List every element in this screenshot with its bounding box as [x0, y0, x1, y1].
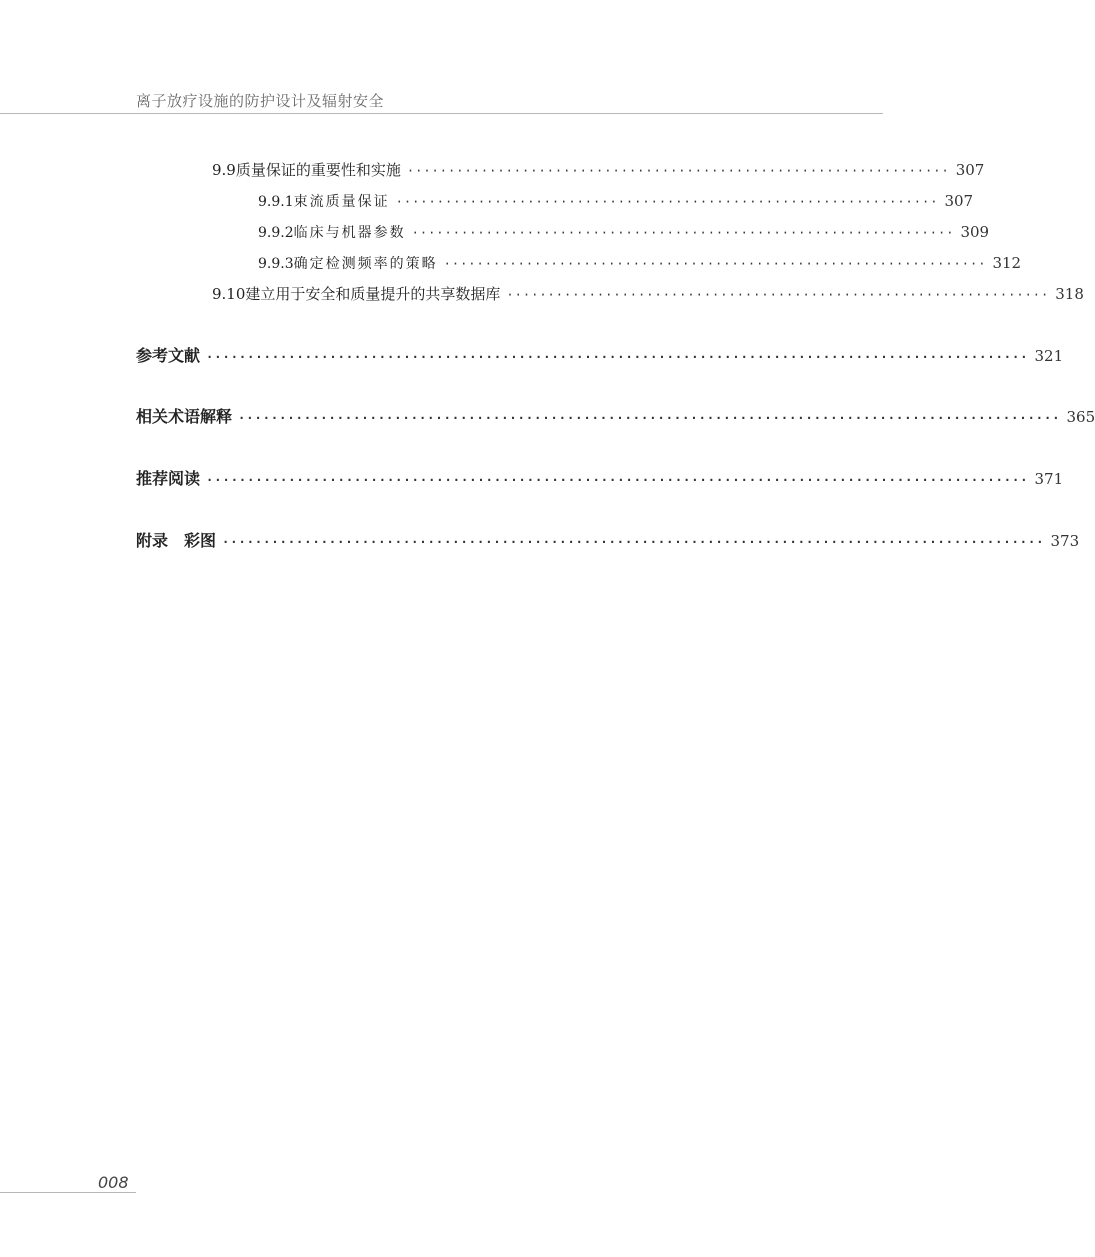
dot-leader: ···································································································· — [222, 535, 1045, 549]
toc-entry-appendix[interactable] — [136, 530, 1080, 552]
dot-leader: ·································································· — [506, 288, 1050, 302]
page-number: 008 — [98, 1173, 129, 1192]
dot-leader: ···································································································· — [238, 411, 1061, 425]
toc-page-number: 321 — [1034, 347, 1064, 365]
dot-leader: ·································································· — [395, 195, 939, 209]
toc-entry-9-9-1[interactable] — [258, 190, 974, 212]
toc-page-number: 307 — [955, 161, 985, 179]
toc-page-number: 371 — [1034, 470, 1064, 488]
toc-page-number: 365 — [1066, 408, 1095, 426]
toc-section-title: 临床与机器参数 — [293, 225, 406, 241]
toc-page-number: 307 — [944, 192, 974, 210]
dot-leader: ·································································· — [406, 164, 950, 178]
toc-section-title: 质量保证的重要性和实施 — [235, 161, 401, 179]
toc-section-title: 束流质量保证 — [293, 194, 390, 210]
toc-entry-9-9[interactable] — [212, 159, 985, 181]
toc-entry-glossary[interactable] — [136, 406, 1095, 428]
dot-leader: ·································································· — [411, 226, 955, 240]
toc-chapter-title: 相关术语解释 — [136, 407, 233, 426]
toc-page-number: 312 — [992, 254, 1022, 272]
toc-chapter-title: 推荐阅读 — [136, 469, 201, 488]
toc-section-title: 确定检测频率的策略 — [293, 256, 438, 272]
toc-section-number: 9.9 — [212, 161, 236, 179]
toc-entry-recommended-reading[interactable] — [136, 468, 1064, 490]
running-header: 离子放疗设施的防护设计及辐射安全 — [136, 92, 385, 110]
header-rule — [0, 113, 883, 114]
toc-entry-9-9-2[interactable] — [258, 221, 990, 243]
toc-entry-references[interactable] — [136, 345, 1064, 367]
toc-section-title: 建立用于安全和质量提升的共享数据库 — [245, 285, 501, 303]
toc-entry-9-9-3[interactable] — [258, 252, 1022, 274]
toc-chapter-title: 参考文献 — [136, 346, 201, 365]
toc-section-number: 9.9.1 — [258, 194, 294, 210]
toc-section-number: 9.10 — [212, 285, 246, 303]
dot-leader: ···································································································· — [206, 473, 1029, 487]
toc-chapter-title: 附录 彩图 — [136, 531, 217, 550]
toc-section-number: 9.9.2 — [258, 225, 294, 241]
toc-page-number: 309 — [960, 223, 990, 241]
toc-entry-9-10[interactable] — [212, 283, 1084, 305]
dot-leader: ·································································· — [443, 257, 987, 271]
footer-rule — [0, 1192, 136, 1193]
toc-page-number: 373 — [1050, 532, 1080, 550]
toc-page-number: 318 — [1055, 285, 1084, 303]
toc-section-number: 9.9.3 — [258, 256, 294, 272]
dot-leader: ···································································································· — [206, 350, 1029, 364]
